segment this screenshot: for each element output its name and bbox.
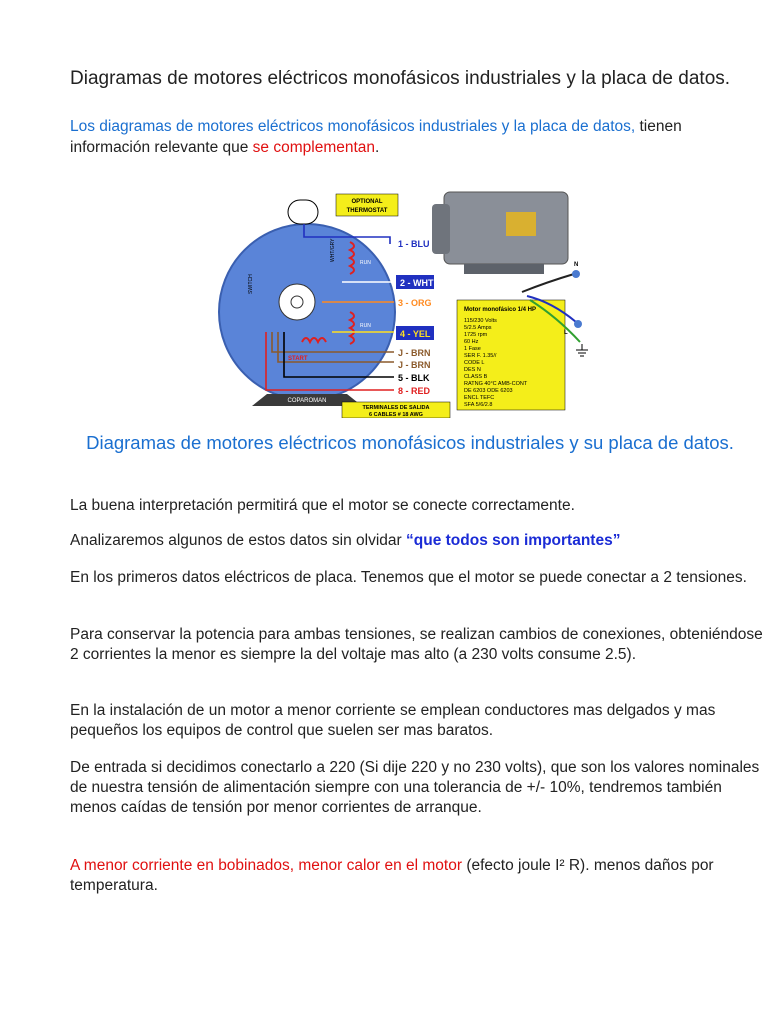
wire-label-4: 4 - YEL (400, 329, 431, 339)
run-bottom-label: RUN (360, 323, 371, 329)
wire-label-8: 8 - RED (398, 386, 431, 396)
nameplate-line: 5/2.5 Amps (464, 325, 492, 331)
thermostat-symbol (288, 200, 318, 224)
terminal-ring-n (572, 270, 580, 278)
nameplate-line: SFA 5/6/2.8 (464, 402, 493, 408)
paragraph-7-text: (efecto joule I² R). menos daños por temperatura. (70, 857, 714, 894)
nameplate-line: SER F. 1.35// (464, 353, 497, 359)
nameplate-line: ENCL TEFC (464, 395, 495, 401)
nameplate-line: 1725 rpm (464, 332, 488, 338)
paragraph-6: De entrada si decidimos conectarlo a 220 (Si dije 220 y no 230 volts), que son los valores nominales de nuestra tensión de alimentación siempre con una tolerancia de +/- 10%, tendremos también menos caídas de tensión por menor corrientes de arranque. (70, 759, 760, 816)
nameplate-line: 1 Fase (464, 346, 481, 352)
paragraph-3: En los primeros datos eléctricos de placa. Tenemos que el motor se puede conectar a 2 tensiones. (70, 569, 747, 586)
nameplate-line: 60 Hz (464, 339, 479, 345)
paragraph-5: En la instalación de un motor a menor corriente se emplean conductores mas delgados y mas pequeños los equipos de control que suelen ser mas baratos. (70, 702, 716, 739)
switch-hub (291, 296, 303, 308)
intro-middle-text: tienen información relevante que (70, 118, 682, 156)
paragraph-2 (70, 531, 766, 551)
paragraph-2-quote: “que todos son importantes” (406, 532, 621, 549)
paragraph-7-highlight: A menor corriente en bobinados, menor calor en el motor (70, 857, 463, 874)
wire-label-6: J - BRN (398, 360, 431, 370)
paragraph-4: Para conservar la potencia para ambas tensiones, se realizan cambios de conexiones, obteniéndose 2 corrientes la menor es siempre la del voltaje mas alto (a 230 volts consume 2.5). (70, 626, 763, 663)
run-top-label: RUN (360, 260, 371, 266)
wire-label-3: 3 - ORG (398, 298, 432, 308)
thermostat-label-1: OPTIONAL (351, 199, 383, 205)
wire-label-2: 2 - WHT (400, 278, 434, 288)
intro-end-text: . (375, 139, 380, 156)
intro-highlight-text: se complementan (252, 139, 376, 156)
lead-label-n: N (574, 262, 579, 268)
paragraph-7 (70, 856, 766, 896)
terminals-label-1: TERMINALES DE SALIDA (362, 405, 430, 411)
ground-icon (576, 344, 588, 356)
motor-photo-plate (506, 212, 536, 236)
motor-wiring-diagram (212, 182, 600, 418)
terminal-ring-l (574, 320, 582, 328)
switch-label: SWITCH (248, 274, 254, 294)
nameplate-line: CLASS B (464, 374, 488, 380)
motor-photo-endcap (432, 204, 450, 254)
figure-caption: Diagramas de motores eléctricos monofásicos industriales y su placa de datos. (86, 432, 734, 453)
wire-label-1: 1 - BLU (398, 239, 430, 249)
thermostat-label-2: THERMOSTAT (346, 208, 388, 214)
nameplate-line: CODE L (464, 360, 485, 366)
brand-label: COPAROMAN (287, 398, 327, 404)
paragraph-1: La buena interpretación permitirá que el motor se conecte correctamente. (70, 497, 575, 514)
wire-label-7: 5 - BLK (398, 373, 430, 383)
wire-label-5: J - BRN (398, 348, 431, 358)
nameplate-line: RATNG 40°C AMB-CONT (464, 381, 528, 387)
lead-label-l: L (564, 330, 568, 336)
intro-link-text[interactable]: Los diagramas de motores eléctricos monofásicos industriales y la placa de datos, (70, 118, 636, 135)
nameplate-line: DE 6203 ODE 6203 (464, 388, 513, 394)
motor-photo-base (464, 264, 544, 274)
document-title: Diagramas de motores eléctricos monofásicos industriales y la placa de datos. (70, 68, 731, 89)
start-label: START (288, 356, 308, 362)
intro-paragraph (70, 116, 710, 158)
wht-gray-label: WHT/GRY (330, 238, 336, 262)
terminals-label-2: 6 CABLES # 18 AWG (369, 412, 423, 418)
paragraph-2-text: Analizaremos algunos de estos datos sin olvidar (70, 532, 407, 549)
nameplate-line: 115/230 Volts (464, 318, 497, 324)
nameplate-line: DES N (464, 367, 481, 373)
motor-wiring-figure (212, 182, 600, 418)
nameplate-title: Motor monofásico 1/4 HP (464, 307, 537, 313)
